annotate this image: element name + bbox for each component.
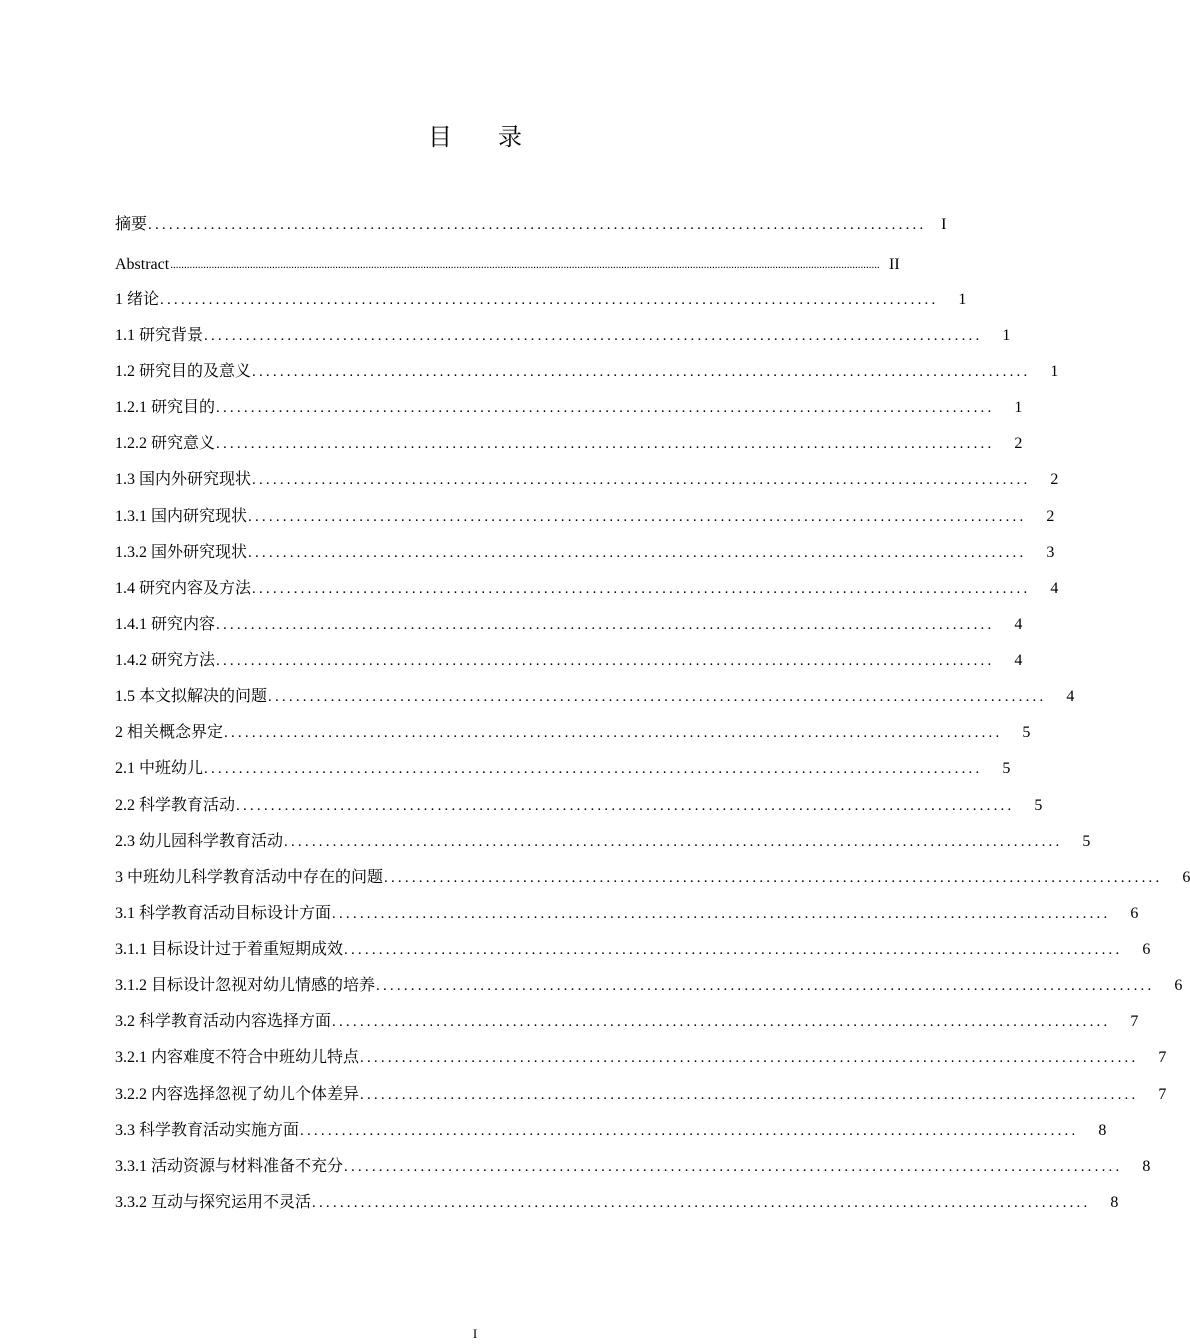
toc-title: 目 录 <box>428 125 542 151</box>
toc-entry[interactable] <box>115 866 1190 890</box>
toc-entry-page: 1 <box>958 291 967 308</box>
toc-entry-label: 1.2.2 研究意义 <box>115 435 216 452</box>
dot-leader: ................................................................................................................ <box>360 1087 1139 1103</box>
dot-leader: ................................................................................................................ <box>236 798 1015 814</box>
toc-entry-label: 3.3 科学教育活动实施方面 <box>115 1122 300 1139</box>
toc-entry[interactable] <box>115 324 1011 348</box>
toc-entry-page: 7 <box>1130 1013 1139 1030</box>
dot-leader: ................................................................................................................ <box>332 1014 1111 1030</box>
toc-entry-page: 3 <box>1046 544 1055 561</box>
dot-leader: ................................................................................................................ <box>300 1123 1079 1139</box>
toc-entry-page: 1 <box>1014 399 1023 416</box>
toc-entry[interactable] <box>115 649 1023 673</box>
toc-entry-page: 8 <box>1142 1158 1151 1175</box>
toc-entry-label: 2 相关概念界定 <box>115 724 224 741</box>
dot-leader: ................................................................................................................ <box>268 689 1047 705</box>
toc-entry[interactable] <box>115 1046 1167 1070</box>
toc-entry[interactable] <box>115 253 900 277</box>
toc-entry-label: 1.3.2 国外研究现状 <box>115 544 248 561</box>
toc-entry-label: 3.3.1 活动资源与材料准备不充分 <box>115 1158 344 1175</box>
dot-leader: ................................................................................................................ <box>224 725 1003 741</box>
dot-leader: ................................................................................................................ <box>384 870 1163 886</box>
toc-entry[interactable] <box>115 577 1059 601</box>
toc-entry-label: 3.1.2 目标设计忽视对幼儿情感的培养 <box>115 977 376 994</box>
dot-leader: ................................................................................................................ <box>160 292 939 308</box>
dot-leader: ................................................................................................................ <box>252 472 1031 488</box>
toc-entry-page: 2 <box>1046 508 1055 525</box>
toc-entry[interactable] <box>115 902 1139 926</box>
toc-entry-label: 摘要 <box>115 216 148 233</box>
toc-entry-page: 1 <box>1002 327 1011 344</box>
toc-entry[interactable] <box>115 541 1055 565</box>
toc-entry-label: 3.2.2 内容选择忽视了幼儿个体差异 <box>115 1086 360 1103</box>
dot-leader: ................................................................................................................ <box>360 1050 1139 1066</box>
dot-leader: ................................................................................................................ <box>252 364 1031 380</box>
dot-leader: ................................................................................................................ <box>204 761 983 777</box>
toc-entry[interactable] <box>115 505 1055 529</box>
toc-entry[interactable] <box>115 360 1059 384</box>
toc-entry-label: 1.2 研究目的及意义 <box>115 363 252 380</box>
toc-entry-page: 6 <box>1182 869 1190 886</box>
toc-entry[interactable] <box>115 1119 1107 1143</box>
toc-entry-label: 3.1.1 目标设计过于着重短期成效 <box>115 941 344 958</box>
toc-entry[interactable] <box>115 1083 1167 1107</box>
toc-entry-label: 3.3.2 互动与探究运用不灵活 <box>115 1194 312 1211</box>
dot-leader: ................................................................................................................ <box>248 545 1027 561</box>
toc-entry[interactable] <box>115 1155 1151 1179</box>
dot-leader: ................................................................................................................ <box>216 436 995 452</box>
dot-leader: ................................................................................................................ <box>312 1195 1091 1211</box>
dot-leader: ................................................................................................................ <box>284 834 1063 850</box>
dot-leader: ................................................................................................................ <box>216 653 995 669</box>
toc-entry-page: 4 <box>1066 688 1075 705</box>
toc-entry[interactable] <box>115 213 947 237</box>
toc-entry-label: 1.4.1 研究内容 <box>115 616 216 633</box>
dot-leader: ................................................................................................................ <box>216 400 995 416</box>
toc-entry-page: 5 <box>1022 724 1031 741</box>
toc-entry-page: 6 <box>1130 905 1139 922</box>
toc-entry-page: 5 <box>1002 760 1011 777</box>
toc-entry-label: 2.2 科学教育活动 <box>115 797 236 814</box>
toc-entry-label: 2.3 幼儿园科学教育活动 <box>115 833 284 850</box>
toc-entry-label: 1 绪论 <box>115 291 160 308</box>
toc-entry[interactable] <box>115 757 1011 781</box>
toc-entry-label: 1.5 本文拟解决的问题 <box>115 688 268 705</box>
toc-entry[interactable] <box>115 1010 1139 1034</box>
toc-entry-page: II <box>889 256 900 273</box>
dot-leader: .................................................................................................................................................................................................................................................................. <box>170 259 880 271</box>
toc-entry-page: 5 <box>1082 833 1091 850</box>
toc-entry-page: 6 <box>1174 977 1183 994</box>
toc-entry-label: 1.4 研究内容及方法 <box>115 580 252 597</box>
toc-entry-page: 4 <box>1014 652 1023 669</box>
dot-leader: ................................................................................................................ <box>252 581 1031 597</box>
toc-entry-page: I <box>941 216 947 233</box>
toc-entry[interactable] <box>115 613 1023 637</box>
dot-leader: ................................................................................................................ <box>216 617 995 633</box>
page-number-footer: I <box>472 1326 478 1341</box>
toc-entry-label: 1.3 国内外研究现状 <box>115 471 252 488</box>
toc-entry-page: 1 <box>1050 363 1059 380</box>
toc-entry[interactable] <box>115 974 1183 998</box>
toc-entry[interactable] <box>115 396 1023 420</box>
toc-entry-page: 4 <box>1014 616 1023 633</box>
toc-entry[interactable] <box>115 685 1075 709</box>
dot-leader: ................................................................................................................ <box>248 509 1027 525</box>
toc-entry[interactable] <box>115 1191 1119 1215</box>
toc-entry-page: 2 <box>1014 435 1023 452</box>
toc-entry[interactable] <box>115 432 1023 456</box>
toc-entry-page: 7 <box>1158 1086 1167 1103</box>
toc-entry-label: 1.1 研究背景 <box>115 327 204 344</box>
toc-entry-label: Abstract <box>115 256 170 273</box>
toc-entry[interactable] <box>115 288 967 312</box>
toc-entry[interactable] <box>115 794 1043 818</box>
toc-entry-label: 1.3.1 国内研究现状 <box>115 508 248 525</box>
toc-entry-label: 3 中班幼儿科学教育活动中存在的问题 <box>115 869 384 886</box>
dot-leader: ................................................................................................................ <box>332 906 1111 922</box>
toc-entry-label: 3.1 科学教育活动目标设计方面 <box>115 905 332 922</box>
toc-entry[interactable] <box>115 721 1031 745</box>
dot-leader: ................................................................................................................ <box>344 942 1123 958</box>
dot-leader: ................................................................................................................ <box>376 978 1155 994</box>
toc-entry-page: 6 <box>1142 941 1151 958</box>
toc-entry-label: 1.2.1 研究目的 <box>115 399 216 416</box>
dot-leader: ................................................................................................................ <box>148 217 927 233</box>
dot-leader: ................................................................................................................ <box>344 1159 1123 1175</box>
toc-entry-label: 1.4.2 研究方法 <box>115 652 216 669</box>
dot-leader: ................................................................................................................ <box>204 328 983 344</box>
toc-entry[interactable] <box>115 468 1059 492</box>
toc-entry-label: 2.1 中班幼儿 <box>115 760 204 777</box>
toc-entry-label: 3.2.1 内容难度不符合中班幼儿特点 <box>115 1049 360 1066</box>
toc-entry-page: 5 <box>1034 797 1043 814</box>
toc-entry[interactable] <box>115 830 1091 854</box>
toc-entry-page: 7 <box>1158 1049 1167 1066</box>
toc-entry-label: 3.2 科学教育活动内容选择方面 <box>115 1013 332 1030</box>
toc-entry-page: 4 <box>1050 580 1059 597</box>
toc-entry-page: 8 <box>1098 1122 1107 1139</box>
toc-entry[interactable] <box>115 938 1151 962</box>
toc-entry-page: 2 <box>1050 471 1059 488</box>
toc-entry-page: 8 <box>1110 1194 1119 1211</box>
